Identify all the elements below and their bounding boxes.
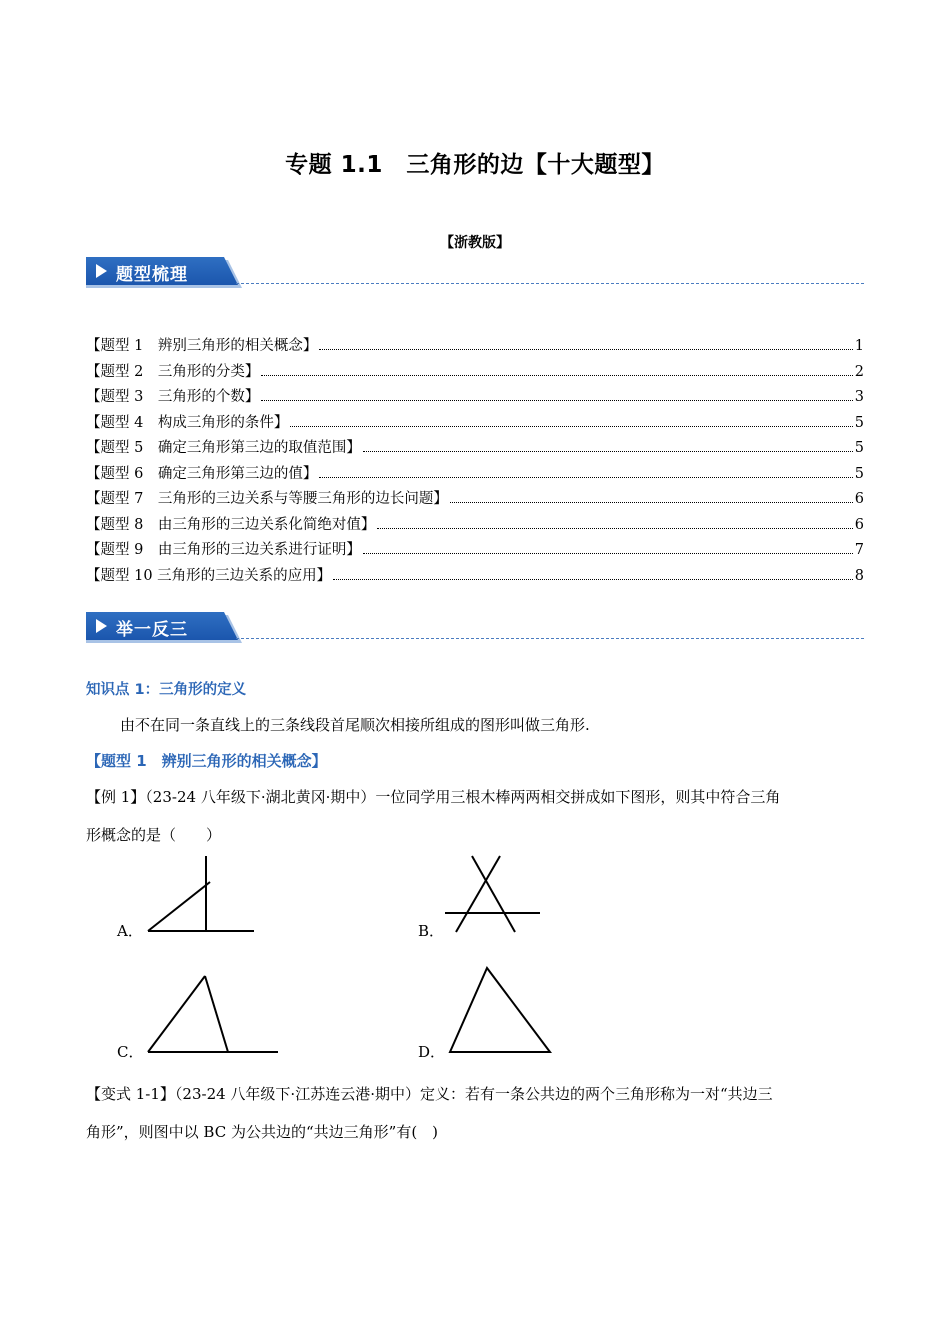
toc-row[interactable] — [86, 360, 864, 386]
section-banner-overview — [86, 257, 864, 287]
toc-page: 6 — [854, 491, 864, 507]
toc-leader — [450, 490, 853, 503]
toc-row[interactable] — [86, 411, 864, 437]
variant-text-line2: 角形”，则图中以 BC 为公共边的“共边三角形”有( ) — [86, 1123, 439, 1141]
option-b-label[interactable]: B． — [418, 922, 445, 940]
toc-row[interactable] — [86, 334, 864, 360]
toc-leader — [319, 465, 852, 478]
variant-text-line1: 【变式 1-1】（23-24 八年级下·江苏连云港·期中）定义：若有一条公共边的两个三角形称为一对“共边三 — [86, 1085, 773, 1103]
figure-line — [148, 976, 205, 1052]
toc-leader — [377, 516, 852, 529]
toc-label: 【题型 1 辨别三角形的相关概念】 — [86, 338, 318, 354]
toc-page: 5 — [854, 414, 864, 431]
table-of-contents — [86, 334, 864, 589]
toc-row[interactable] — [86, 462, 864, 488]
toc-label: 【题型 6 确定三角形第三边的值】 — [86, 465, 318, 482]
toc-row[interactable] — [86, 538, 864, 564]
example-text-line2: 形概念的是（ ） — [86, 826, 222, 844]
knowledge-point-text: 由不在同一条直线上的三条线段首尾顺次相接所组成的图形叫做三角形. — [120, 716, 590, 734]
toc-page: 2 — [854, 363, 864, 380]
toc-label: 【题型 7 三角形的三边关系与等腰三角形的边长问题】 — [86, 491, 448, 507]
toc-row[interactable] — [86, 564, 864, 590]
knowledge-point-title: 知识点 1：三角形的定义 — [86, 682, 247, 698]
section-title-examples: 举一反三 — [116, 620, 188, 640]
figure-line — [148, 882, 210, 931]
type-heading: 【题型 1 辨别三角形的相关概念】 — [86, 752, 327, 770]
play-arrow-icon — [96, 264, 107, 278]
page-title: 专题 1.1 三角形的边【十大题型】 — [285, 152, 665, 178]
toc-label: 【题型 5 确定三角形第三边的取值范围】 — [86, 440, 361, 456]
toc-label: 【题型 8 由三角形的三边关系化简绝对值】 — [86, 516, 376, 533]
example-text-line1: 【例 1】（23-24 八年级下·湖北黄冈·期中）一位同学用三根木棒两两相交拼成如下图形，则其中符合三角 — [86, 788, 781, 806]
toc-page: 5 — [854, 440, 864, 456]
toc-label: 【题型 4 构成三角形的条件】 — [86, 414, 289, 431]
option-d-label[interactable]: D． — [418, 1043, 446, 1061]
toc-page: 7 — [854, 542, 864, 558]
toc-leader — [363, 439, 853, 452]
option-c-figure — [140, 968, 282, 1058]
toc-leader — [290, 414, 852, 427]
toc-page: 6 — [854, 516, 864, 533]
toc-leader — [319, 337, 852, 350]
option-d-figure — [440, 962, 560, 1058]
option-a-label[interactable]: A． — [117, 922, 143, 940]
toc-label: 【题型 10 三角形的三边关系的应用】 — [86, 567, 332, 584]
toc-row[interactable] — [86, 487, 864, 513]
dashed-rule — [236, 638, 864, 639]
dashed-rule — [236, 283, 864, 284]
section-title-overview: 题型梳理 — [116, 265, 188, 285]
toc-label: 【题型 2 三角形的分类】 — [86, 363, 260, 380]
toc-page: 8 — [854, 567, 864, 584]
figure-triangle — [450, 968, 550, 1052]
toc-label: 【题型 9 由三角形的三边关系进行证明】 — [86, 542, 361, 558]
toc-leader — [333, 567, 853, 580]
option-a-figure — [140, 852, 260, 938]
toc-row[interactable] — [86, 436, 864, 462]
toc-page: 5 — [854, 465, 864, 482]
toc-row[interactable] — [86, 513, 864, 539]
option-b-figure — [440, 852, 550, 938]
toc-leader — [363, 541, 853, 554]
edition-label: 【浙教版】 — [440, 235, 510, 251]
toc-label: 【题型 3 三角形的个数】 — [86, 389, 260, 405]
toc-leader — [261, 363, 852, 376]
figure-line — [205, 976, 228, 1052]
toc-page: 3 — [854, 389, 864, 405]
play-arrow-icon — [96, 619, 107, 633]
toc-row[interactable] — [86, 385, 864, 411]
option-c-label[interactable]: C． — [117, 1043, 144, 1061]
toc-leader — [261, 388, 852, 401]
section-banner-examples — [86, 612, 864, 642]
toc-page: 1 — [854, 338, 864, 354]
